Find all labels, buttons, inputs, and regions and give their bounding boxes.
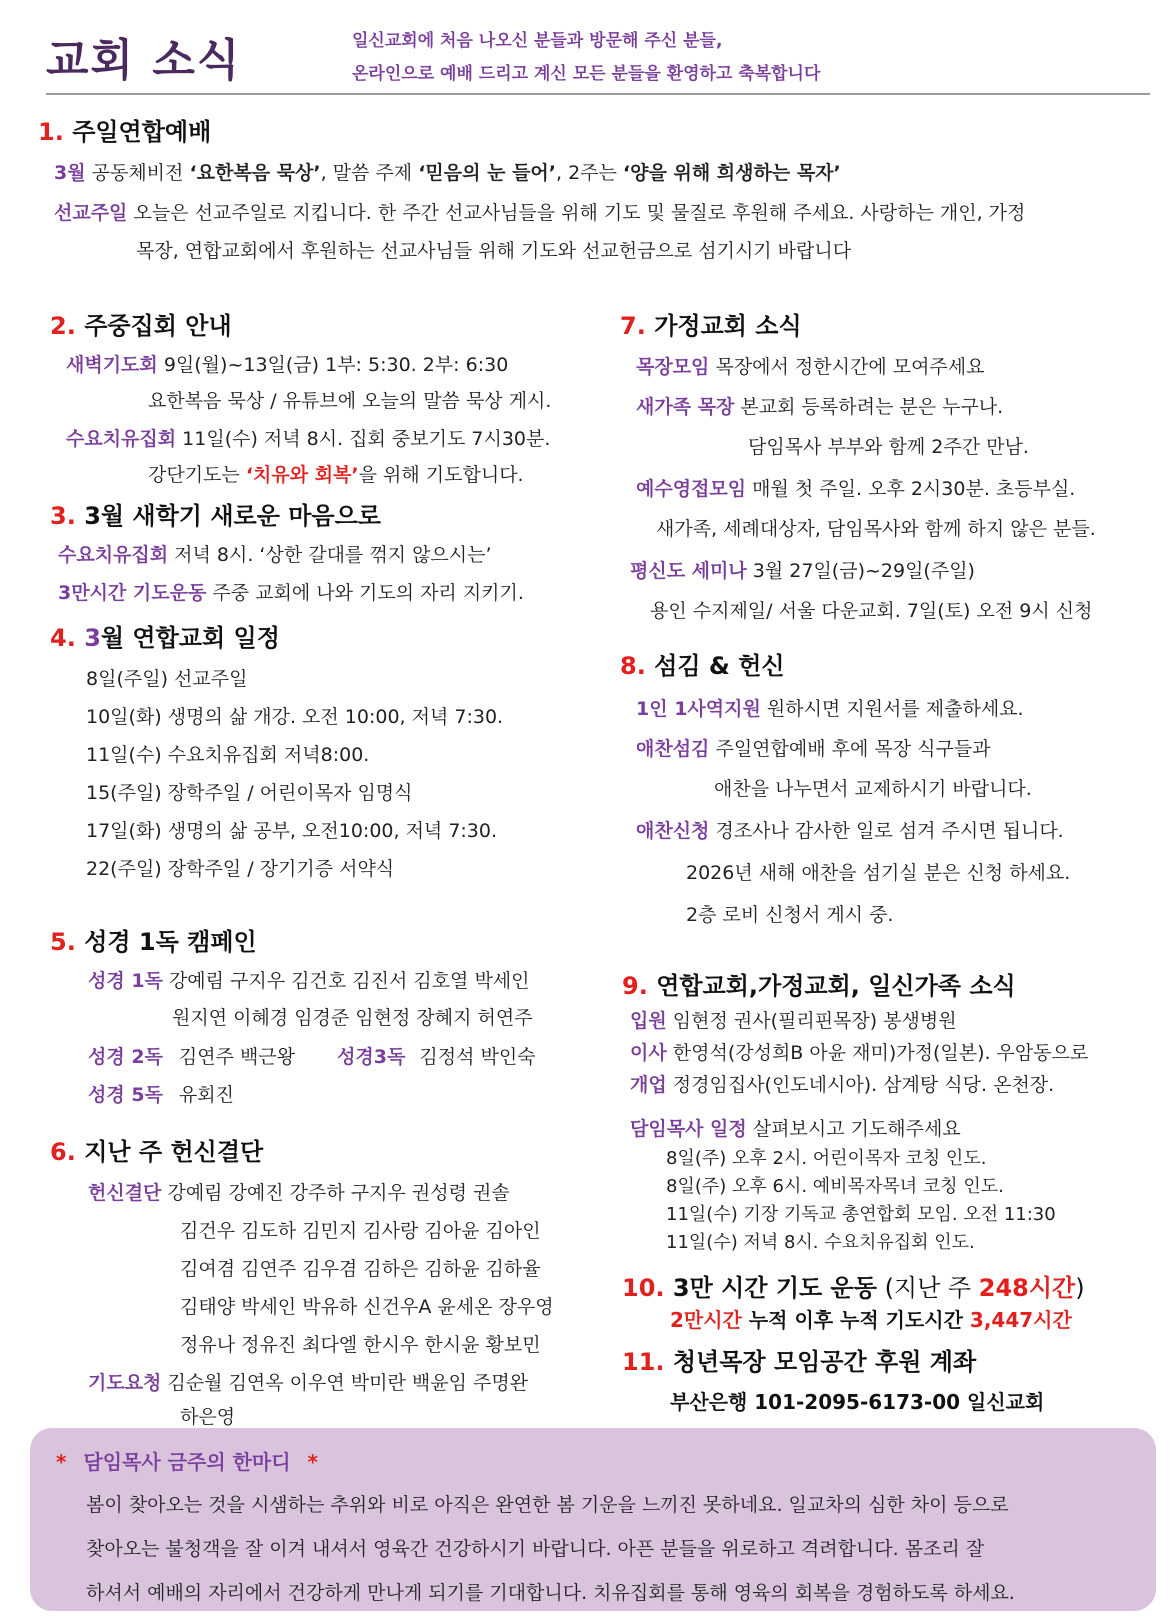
section-8-line-1 (636, 694, 1024, 721)
schedule-item: 8일(주일) 선교주일 (86, 668, 248, 690)
section-6-line-1 (88, 1178, 510, 1205)
section-9-line-4 (630, 1114, 961, 1141)
keyword-dawn-prayer: 새벽기도회 (66, 354, 158, 376)
section-9-number: 9. (622, 972, 648, 1000)
section-9-line-2 (630, 1038, 1088, 1065)
section-5-line-1 (88, 966, 530, 993)
text: 3월 27일(금)~29일(주일) (746, 560, 975, 582)
section-2-line-3 (66, 424, 550, 451)
section-6-number: 6. (50, 1138, 76, 1166)
bank-account: 부산은행 101-2095-6173-00 일신교회 (670, 1390, 1045, 1414)
text: 강단기도는 (148, 464, 246, 486)
section-8-line-4 (636, 816, 1064, 843)
welcome-tagline-2: 온라인으로 예배 드리고 계신 모든 분들을 환영하고 축복합니다 (352, 64, 821, 84)
section-5-line-3 (88, 1042, 536, 1069)
keyword-lay-seminar: 평신도 세미나 (630, 560, 747, 582)
keyword-hospitalized: 입원 (630, 1010, 667, 1032)
pastor-schedule-item: 8일(주) 오후 6시. 예비목자목녀 코칭 인도. (666, 1176, 1004, 1197)
section-6-title: 지난 주 헌신결단 (84, 1138, 264, 1166)
section-1-title: 주일연합예배 (72, 118, 212, 146)
pastor-message-line-1: 봄이 찾아오는 것을 시샘하는 추위와 비로 아직은 완연한 봄 기운을 느끼진 못하네요. 일교차의 심한 차이 등으로 (86, 1494, 1009, 1516)
keyword-moving: 이사 (630, 1042, 667, 1064)
pastor-message-heading (56, 1446, 318, 1475)
header-divider (46, 93, 1150, 95)
schedule-item: 22(주일) 장학주일 / 장기기증 서약식 (86, 858, 395, 880)
section-3-title: 3월 새학기 새로운 마음으로 (84, 502, 381, 530)
section-2-line-2: 요한복음 묵상 / 유튜브에 오늘의 말씀 묵상 게시. (148, 390, 552, 412)
keyword-mission-sunday: 선교주일 (54, 202, 128, 224)
section-10-number: 10. (622, 1274, 665, 1302)
keyword-fellowship-serving: 애찬섬김 (636, 738, 710, 760)
keyword-wed-healing: 수요치유집회 (58, 544, 169, 566)
keyword-prayer-request: 기도요청 (88, 1372, 162, 1394)
keyword-bible-2: 성경 2독 (88, 1046, 163, 1068)
section-5-line-4 (88, 1080, 234, 1107)
text: ) (1075, 1274, 1085, 1302)
text: , 2주는 (556, 162, 623, 184)
last-week-hours: 248시간 (978, 1274, 1076, 1302)
keyword-ministry: 1인 1사역지원 (636, 698, 761, 720)
section-3-number: 3. (50, 502, 76, 530)
section-1-line-2 (54, 198, 1025, 225)
schedule-item: 10일(화) 생명의 삶 개강. 오전 10:00, 저녁 7:30. (86, 706, 504, 728)
section-11-title: 청년목장 모임공간 후원 계좌 (672, 1348, 977, 1376)
sermon-theme: ‘믿음의 눈 들어’ (418, 162, 556, 184)
pastor-message-title: 담임목사 금주의 한마디 (83, 1450, 291, 1474)
text: 강예림 강예진 강주하 구지우 권성령 권솔 (161, 1182, 510, 1204)
section-2-heading (50, 306, 232, 341)
section-9-title: 연합교회,가정교회, 일신가족 소식 (656, 972, 1016, 1000)
schedule-item: 17일(화) 생명의 삶 공부, 오전10:00, 저녁 7:30. (86, 820, 498, 842)
section-7-number: 7. (620, 312, 646, 340)
pastor-message-line-2: 찾아오는 불청객을 잘 이겨 내셔서 영육간 건강하시기 바랍니다. 아픈 분들을 위로하고 격려합니다. 몸조리 잘 (86, 1538, 985, 1560)
text: 원하시면 지원서를 제출하세요. (760, 698, 1024, 720)
page-title: 교회 소식 (46, 35, 242, 86)
section-4-title: 월 연합교회 일정 (100, 624, 280, 652)
section-7-line-4 (636, 474, 1075, 501)
section-2-number: 2. (50, 312, 76, 340)
text: 임현정 권사(필리핀목장) 봉생병원 (666, 1010, 957, 1032)
keyword-commitment: 헌신결단 (88, 1182, 162, 1204)
section-4-number: 4. (50, 624, 76, 652)
keyword-wed-healing: 수요치유집회 (66, 428, 177, 450)
total-prayer-hours: 3,447시간 (969, 1308, 1072, 1332)
keyword-cell-meeting: 목장모임 (636, 356, 710, 378)
section-7-line-7: 용인 수지제일/ 서울 다운교회. 7일(토) 오전 9시 신청 (650, 600, 1093, 622)
text: 저녁 8시. ‘상한 갈대를 꺾지 않으시는’ (168, 544, 492, 566)
section-7-line-3: 담임목사 부부와 함께 2주간 만남. (748, 436, 1029, 458)
asterisk-icon: * (56, 1450, 67, 1474)
section-4-month: 3 (84, 624, 101, 652)
text: 본교회 등록하려는 분은 누구나. (734, 396, 1004, 418)
text: 오늘은 선교주일로 지킵니다. 한 주간 선교사님들을 위해 기도 및 물질로 후원해 주세요. 사랑하는 개인, 가정 (127, 202, 1026, 224)
section-10-heading (622, 1268, 1085, 1303)
prayer-theme: ‘치유와 회복’ (245, 464, 359, 486)
section-8-line-5: 2026년 새해 애찬을 섬기실 분은 신청 하세요. (686, 862, 1071, 884)
section-8-title: 섬김 & 헌신 (654, 652, 785, 680)
text: (지난 주 (876, 1274, 979, 1302)
section-6-line-3: 김여겸 김연주 김우겸 김하은 김하윤 김하율 (180, 1258, 541, 1280)
schedule-item: 11일(수) 수요치유집회 저녁8:00. (86, 744, 370, 766)
section-6-heading (50, 1132, 263, 1167)
section-6-line-7: 하은영 (180, 1406, 236, 1428)
section-3-line-1 (58, 540, 492, 567)
pastor-schedule-item: 8일(주) 오후 2시. 어린이목자 코칭 인도. (666, 1148, 987, 1169)
section-8-line-6: 2층 로비 신청서 게시 중. (686, 904, 894, 926)
welcome-tagline-1: 일신교회에 처음 나오신 분들과 방문해 주신 분들, (352, 31, 723, 51)
text: 정경임집사(인도네시아). 삼계탕 식당. 온천장. (666, 1074, 1055, 1096)
section-9-line-1 (630, 1006, 957, 1033)
section-5-title: 성경 1독 캠페인 (84, 928, 257, 956)
section-6-line-4: 김태양 박세인 박유하 신건우A 윤세온 장우영 (180, 1296, 554, 1318)
text: 을 위해 기도합니다. (358, 464, 524, 486)
text: 공동체비전 (85, 162, 190, 184)
keyword-fellowship-request: 애찬신청 (636, 820, 710, 842)
text: 목장에서 정한시간에 모여주세요 (709, 356, 985, 378)
section-7-heading (620, 306, 802, 341)
text: 매월 첫 주일. 오후 2시30분. 초등부실. (746, 478, 1076, 500)
section-4-heading (50, 618, 280, 653)
section-8-line-3: 애찬을 나누면서 교제하시기 바랍니다. (714, 778, 1032, 800)
text: 누적 이후 누적 기도시간 (741, 1308, 970, 1332)
text: 주일연합예배 후에 목장 식구들과 (709, 738, 991, 760)
section-5-line-2: 원지연 이혜경 임경준 임현정 장혜지 허연주 (172, 1007, 533, 1029)
text: 한영석(강성희B 아윤 재미)가정(일본). 우암동으로 (666, 1042, 1089, 1064)
section-8-number: 8. (620, 652, 646, 680)
section-10-title: 3만 시간 기도 운동 (672, 1274, 877, 1302)
milestone-hours: 2만시간 (670, 1308, 742, 1332)
text: , 말씀 주제 (320, 162, 419, 184)
section-7-line-1 (636, 352, 985, 379)
week-2-theme: ‘양을 위해 희생하는 목자’ (622, 162, 841, 184)
keyword-new-family-cell: 새가족 목장 (636, 396, 735, 418)
section-7-title: 가정교회 소식 (654, 312, 802, 340)
section-7-line-2 (636, 392, 1003, 419)
text: 김연주 백근왕 (178, 1046, 296, 1068)
pastor-message-line-3: 하셔서 예배의 자리에서 건강하게 만나게 되기를 기대합니다. 치유집회를 통해 영육의 회복을 경험하도록 하세요. (86, 1582, 1015, 1604)
keyword-march: 3월 (54, 162, 86, 184)
section-1-line-3: 목장, 연합교회에서 후원하는 선교사님들 위해 기도와 선교헌금으로 섬기시기 바랍니다 (136, 240, 852, 262)
section-8-line-2 (636, 734, 991, 761)
keyword-bible-3: 성경3독 (337, 1046, 406, 1068)
keyword-prayer-movement: 3만시간 기도운동 (58, 582, 207, 604)
schedule-item: 15(주일) 장학주일 / 어린이목자 임명식 (86, 782, 413, 804)
section-7-line-5: 새가족, 세례대상자, 담임목사와 함께 하지 않은 분들. (656, 518, 1096, 540)
text: 경조사나 감사한 일로 섬겨 주시면 됩니다. (709, 820, 1064, 842)
section-9-heading (622, 966, 1016, 1001)
section-11-heading (622, 1342, 976, 1377)
section-2-line-4 (148, 460, 524, 487)
section-5-number: 5. (50, 928, 76, 956)
section-2-title: 주중집회 안내 (84, 312, 232, 340)
section-6-line-5: 정유나 정유진 최다엘 한시우 한시윤 황보민 (180, 1334, 541, 1356)
text: 유회진 (178, 1084, 234, 1106)
section-11-number: 11. (622, 1348, 665, 1376)
text: 주중 교회에 나와 기도의 자리 지키기. (206, 582, 524, 604)
keyword-welcome-meeting: 예수영접모임 (636, 478, 747, 500)
section-7-line-6 (630, 556, 975, 583)
section-9-line-3 (630, 1070, 1054, 1097)
section-8-heading (620, 646, 785, 681)
section-1-line-1 (54, 158, 841, 185)
keyword-opening: 개업 (630, 1074, 667, 1096)
section-2-line-1 (66, 350, 508, 377)
keyword-bible-5: 성경 5독 (88, 1084, 163, 1106)
text: 11일(수) 저녁 8시. 집회 중보기도 7시30분. (176, 428, 551, 450)
section-1-number: 1. (38, 118, 64, 146)
keyword-pastor-schedule: 담임목사 일정 (630, 1118, 747, 1140)
vision-title: ‘요한복음 묵상’ (189, 162, 321, 184)
text: 김순월 김연옥 이우연 박미란 백윤임 주명완 (161, 1372, 529, 1394)
pastor-schedule-item: 11일(수) 기장 기독교 총연합회 모임. 오전 11:30 (666, 1204, 1056, 1225)
asterisk-icon: * (307, 1450, 319, 1474)
section-5-heading (50, 922, 257, 957)
section-6-line-2: 김건우 김도하 김민지 김사랑 김아윤 김아인 (180, 1220, 541, 1242)
section-1-heading (38, 112, 211, 147)
text: 9일(월)~13일(금) 1부: 5:30. 2부: 6:30 (157, 354, 509, 376)
section-3-line-2 (58, 578, 524, 605)
text: 김정석 박인숙 (419, 1046, 536, 1068)
keyword-bible-1: 성경 1독 (88, 970, 163, 992)
text: 강예림 구지우 김건호 김진서 김호열 박세인 (162, 970, 530, 992)
section-10-line-2 (670, 1304, 1072, 1333)
section-6-line-6 (88, 1368, 528, 1395)
pastor-schedule-item: 11일(수) 저녁 8시. 수요치유집회 인도. (666, 1232, 975, 1253)
section-3-heading (50, 496, 381, 531)
text: 살펴보시고 기도해주세요 (746, 1118, 961, 1140)
